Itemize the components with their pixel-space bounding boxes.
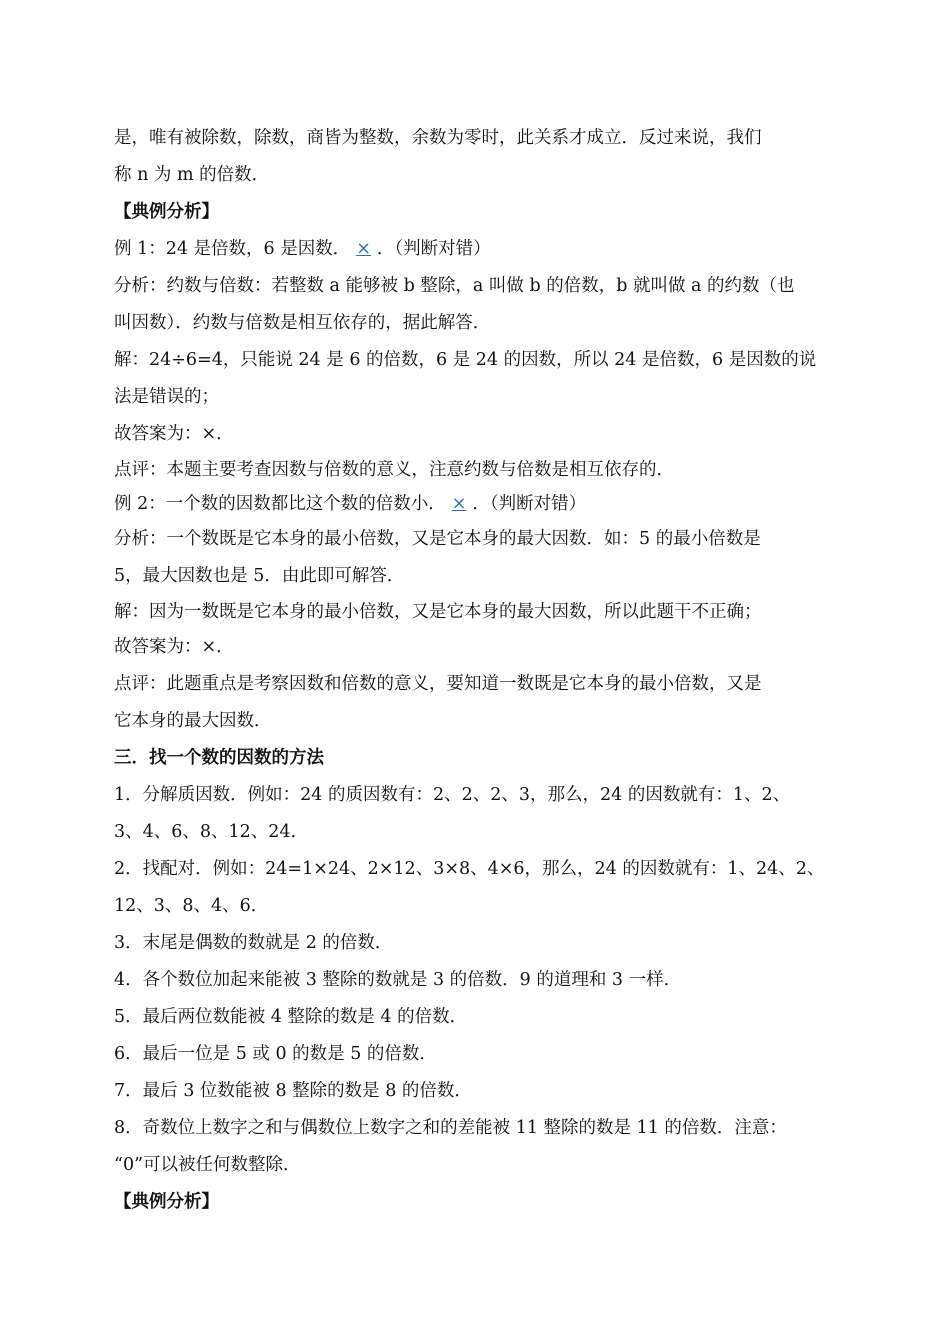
example-1-question — [114, 231, 838, 268]
paragraph-line: 称 n 为 m 的倍数． — [114, 165, 270, 185]
section-heading-find-factors: 三．找一个数的因数的方法 — [114, 748, 324, 768]
paragraph-line: 故答案为：×． — [114, 637, 234, 657]
example-1-text: 例 1：24 是倍数，6 是因数． — [114, 239, 351, 259]
example-2-question — [114, 487, 838, 521]
paragraph-line: 5，最大因数也是 5．由此即可解答． — [114, 566, 405, 586]
paragraph-line: 法是错误的； — [114, 387, 219, 407]
paragraph-line: 分析：一个数既是它本身的最小倍数，又是它本身的最大因数．如：5 的最小倍数是 — [114, 529, 761, 549]
paragraph-line: 解：因为一数既是它本身的最小倍数，又是它本身的最大因数，所以此题干不正确； — [114, 602, 762, 622]
paragraph-line: 故答案为：×． — [114, 424, 234, 444]
list-item: 7．最后 3 位数能被 8 整除的数是 8 的倍数． — [114, 1081, 472, 1101]
paragraph-line: 叫因数）．约数与倍数是相互依存的，据此解答． — [114, 313, 491, 333]
paragraph-line: 分析：约数与倍数：若整数 a 能够被 b 整除，a 叫做 b 的倍数，b 就叫做 a 的约数（也 — [114, 276, 795, 296]
document-body — [114, 120, 838, 1221]
list-item: 3．末尾是偶数的数就是 2 的倍数． — [114, 933, 393, 953]
paragraph-line: 点评：本题主要考查因数与倍数的意义，注意约数与倍数是相互依存的． — [114, 460, 674, 480]
list-item: 1．分解质因数．例如：24 的质因数有：2、2、2、3，那么，24 的因数就有：1、2、 — [114, 785, 791, 805]
paragraph-line: 是，唯有被除数，除数，商皆为整数，余数为零时，此关系才成立．反过来说，我们 — [114, 128, 762, 148]
list-item: 5．最后两位数能被 4 整除的数是 4 的倍数． — [114, 1007, 468, 1027]
list-item-continued: “0”可以被任何数整除． — [114, 1155, 301, 1175]
example-2-answer: × — [451, 494, 467, 514]
list-item: 6．最后一位是 5 或 0 的数是 5 的倍数． — [114, 1044, 437, 1064]
list-item: 4．各个数位加起来能被 3 整除的数就是 3 的倍数．9 的道理和 3 一样． — [114, 970, 682, 990]
list-item: 8．奇数位上数字之和与偶数位上数字之和的差能被 11 整除的数是 11 的倍数．注意： — [114, 1118, 787, 1138]
example-1-answer: × — [356, 239, 371, 259]
section-heading-typical-examples: 【典例分析】 — [114, 1192, 219, 1212]
paragraph-line: 它本身的最大因数． — [114, 711, 272, 731]
example-1-suffix: ．（判断对错） — [376, 239, 491, 259]
list-item-continued: 12、3、8、4、6． — [114, 896, 269, 916]
paragraph-line: 点评：此题重点是考察因数和倍数的意义，要知道一数既是它本身的最小倍数，又是 — [114, 674, 762, 694]
list-item: 2．找配对．例如：24=1×24、2×12、3×8、4×6，那么，24 的因数就有：1、24、2、 — [114, 859, 825, 879]
example-2-suffix: ．（判断对错） — [472, 494, 587, 514]
example-2-text: 例 2：一个数的因数都比这个数的倍数小． — [114, 494, 446, 514]
paragraph-line: 解：24÷6=4，只能说 24 是 6 的倍数，6 是 24 的因数，所以 24 是倍数，6 是因数的说 — [114, 350, 817, 370]
section-heading-typical-examples: 【典例分析】 — [114, 202, 219, 222]
list-item-continued: 3、4、6、8、12、24． — [114, 822, 309, 842]
